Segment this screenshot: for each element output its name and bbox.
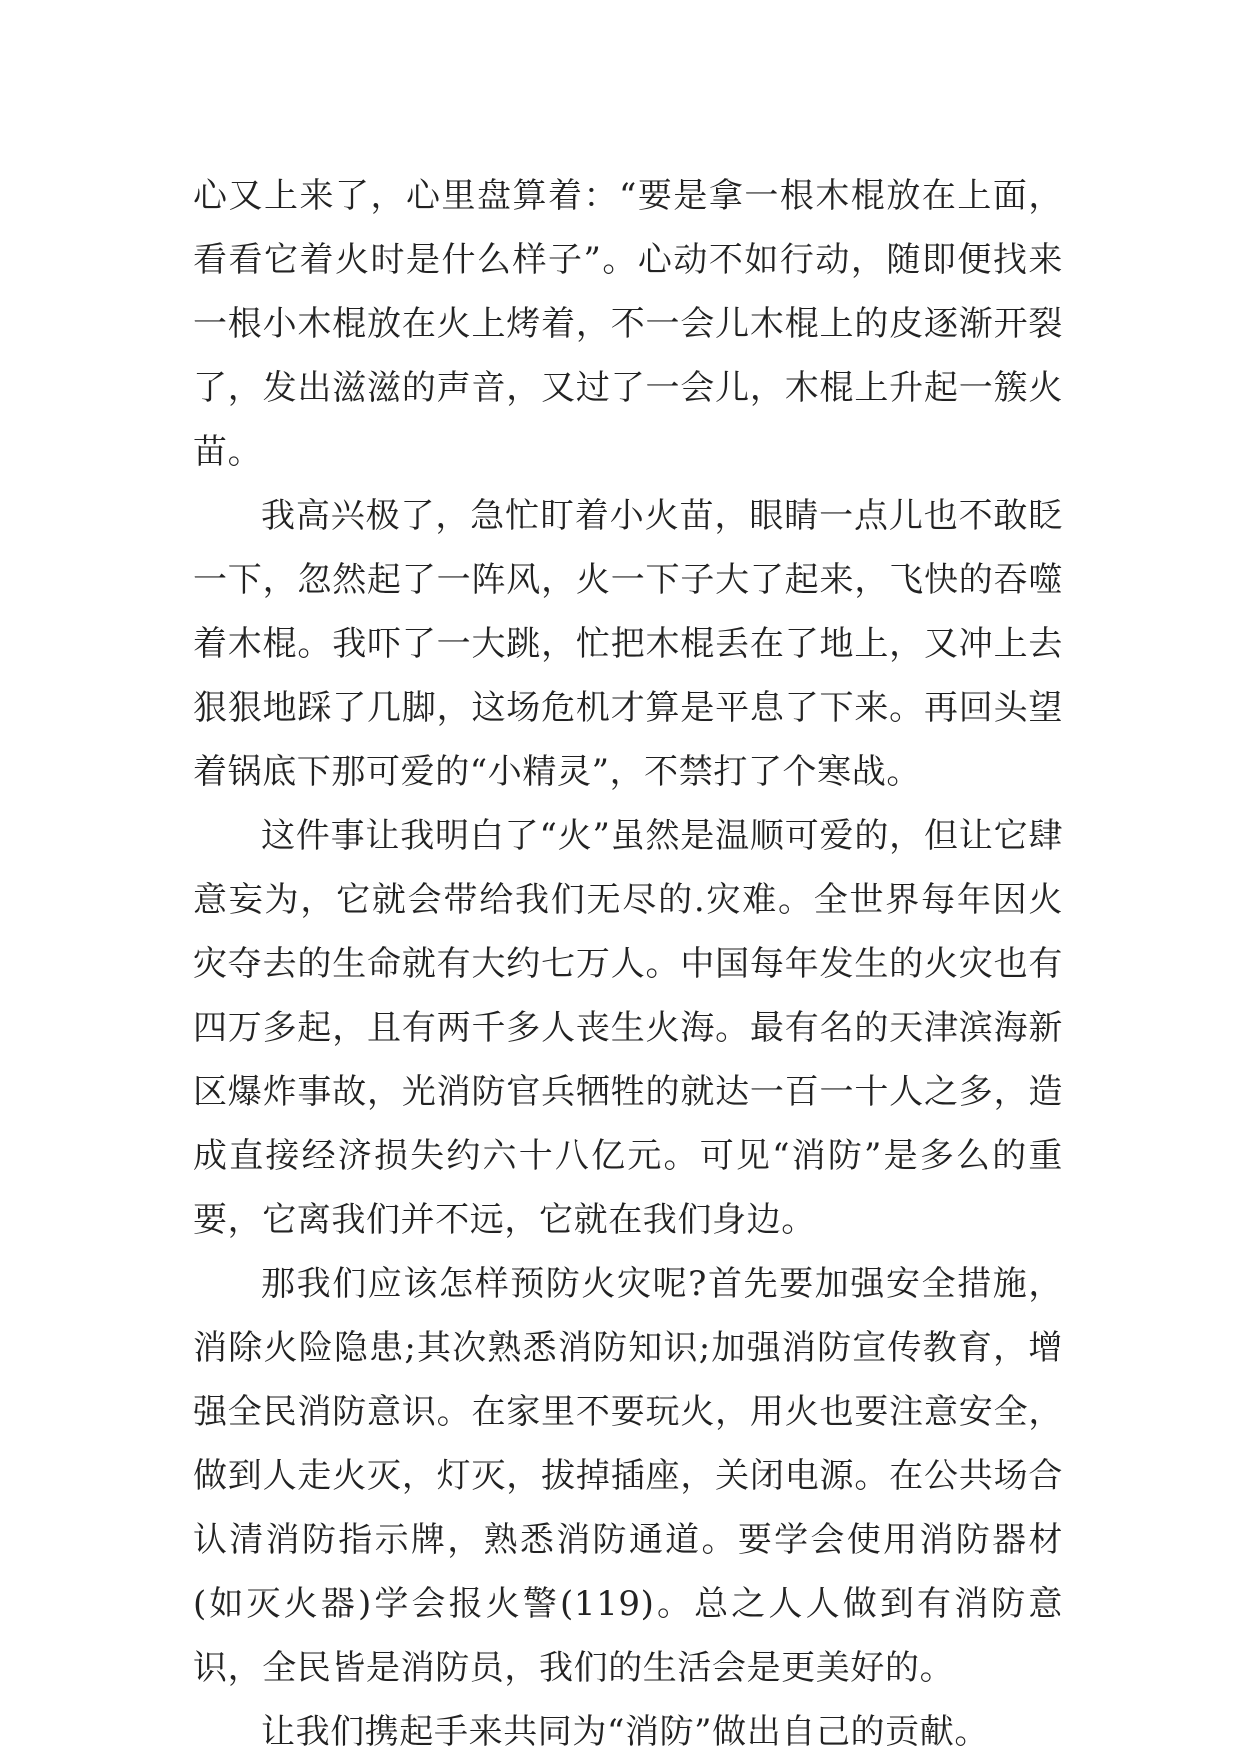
paragraph: 那我们应该怎样预防火灾呢?首先要加强安全措施，消除火险隐患;其次熟悉消防知识;加强消防宣传教育，增强全民消防意识。在家里不要玩火，用火也要注意安全，做到人走火灭，灯灭，拔掉插座，关闭电源。在公共场合认清消防指示牌，熟悉消防通道。要学会使用消防器材(如灭火器)学会报火警(119)。总之人人做到有消防意识，全民皆是消防员，我们的生活会是更美好的。 (193, 1264, 1063, 1688)
paragraph-closing: 让我们携起手来共同为“消防”做出自己的贡献。 (261, 1712, 989, 1752)
document-body (193, 164, 1063, 1764)
paragraph: 这件事让我明白了“火”虽然是温顺可爱的，但让它肆意妄为，它就会带给我们无尽的.灾难。全世界每年因火灾夺去的生命就有大约七万人。中国每年发生的火灾也有四万多起，且有两千多人丧生火海。最有名的天津滨海新区爆炸事故，光消防官兵牺牲的就达一百一十人之多，造成直接经济损失约六十八亿元。可见“消防”是多么的重要，它离我们并不远，它就在我们身边。 (193, 816, 1063, 1240)
paragraph-continuation: 心又上来了，心里盘算着：“要是拿一根木棍放在上面，看看它着火时是什么样子”。心动不如行动，随即便找来一根小木棍放在火上烤着，不一会儿木棍上的皮逐渐开裂了，发出滋滋的声音，又过了一会儿，木棍上升起一簇火苗。 (193, 176, 1063, 472)
paragraph: 我高兴极了，急忙盯着小火苗，眼睛一点儿也不敢眨一下，忽然起了一阵风，火一下子大了起来，飞快的吞噬着木棍。我吓了一大跳，忙把木棍丢在了地上，又冲上去狠狠地踩了几脚，这场危机才算是平息了下来。再回头望着锅底下那可爱的“小精灵”，不禁打了个寒战。 (193, 496, 1063, 792)
